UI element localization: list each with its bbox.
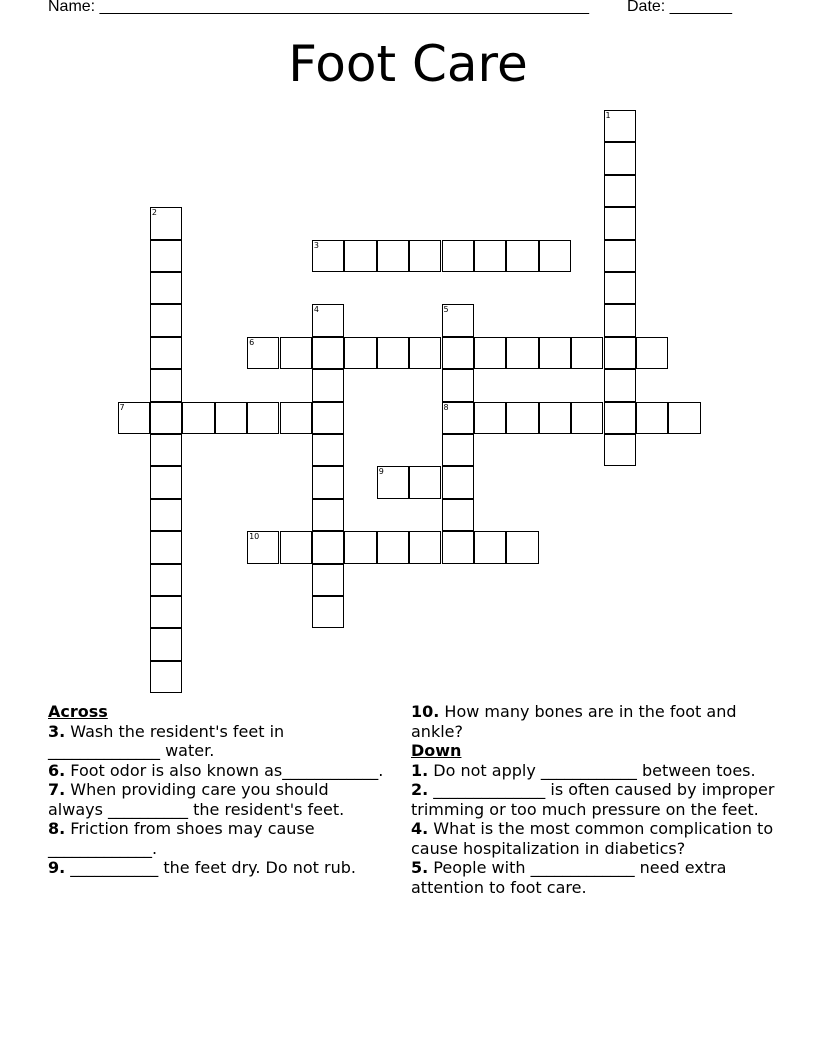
- grid-cell[interactable]: [312, 531, 344, 563]
- grid-cell[interactable]: [312, 304, 344, 336]
- down-clue: 2. ______________ is often caused by improper trimming or too much pressure on the feet.: [411, 780, 775, 819]
- name-field[interactable]: Name: _______________________________________________________: [48, 0, 589, 15]
- grid-cell[interactable]: [442, 434, 474, 466]
- grid-cell[interactable]: [150, 369, 182, 401]
- grid-cell[interactable]: [442, 240, 474, 272]
- grid-cell[interactable]: [442, 466, 474, 498]
- grid-cell[interactable]: [377, 531, 409, 563]
- grid-cell[interactable]: [280, 531, 312, 563]
- clue-number: 4: [313, 305, 319, 315]
- grid-cell[interactable]: [150, 240, 182, 272]
- grid-cell[interactable]: [506, 240, 538, 272]
- across-clue: 3. Wash the resident's feet in ______________ water.: [48, 721, 285, 760]
- grid-cell[interactable]: [506, 402, 538, 434]
- grid-cell[interactable]: [474, 531, 506, 563]
- grid-cell[interactable]: [150, 466, 182, 498]
- grid-cell[interactable]: [442, 337, 474, 369]
- grid-cell[interactable]: [442, 531, 474, 563]
- grid-cell[interactable]: [604, 142, 636, 174]
- grid-cell[interactable]: [442, 402, 474, 434]
- clues-column-right: [411, 702, 781, 897]
- grid-cell[interactable]: [280, 402, 312, 434]
- grid-cell[interactable]: [604, 175, 636, 207]
- clue-number: 7: [119, 402, 125, 412]
- grid-cell[interactable]: [668, 402, 700, 434]
- grid-cell[interactable]: [150, 272, 182, 304]
- grid-cell[interactable]: [344, 531, 376, 563]
- grid-cell[interactable]: [312, 369, 344, 401]
- grid-cell[interactable]: [344, 240, 376, 272]
- grid-cell[interactable]: [604, 369, 636, 401]
- grid-cell[interactable]: [604, 434, 636, 466]
- puzzle-title: Foot Care: [288, 35, 528, 93]
- grid-cell[interactable]: [312, 434, 344, 466]
- down-clue: 4. What is the most common complication to cause hospitalization in diabetics?: [411, 819, 774, 858]
- grid-cell[interactable]: [150, 304, 182, 336]
- grid-cell[interactable]: [312, 337, 344, 369]
- grid-cell[interactable]: [571, 402, 603, 434]
- grid-cell[interactable]: [312, 499, 344, 531]
- grid-cell[interactable]: [604, 207, 636, 239]
- clue-number: 10: [249, 532, 260, 542]
- grid-cell[interactable]: [474, 337, 506, 369]
- grid-cell[interactable]: [150, 207, 182, 239]
- grid-cell[interactable]: [442, 304, 474, 336]
- grid-cell[interactable]: [539, 240, 571, 272]
- grid-cell[interactable]: [344, 337, 376, 369]
- grid-cell[interactable]: [312, 466, 344, 498]
- across-clue: 9. ___________ the feet dry. Do not rub.: [48, 858, 356, 877]
- grid-cell[interactable]: [150, 402, 182, 434]
- grid-cell[interactable]: [150, 531, 182, 563]
- grid-cell[interactable]: [150, 434, 182, 466]
- grid-cell[interactable]: [442, 499, 474, 531]
- across-clue: 10. How many bones are in the foot and ankle?: [411, 702, 737, 741]
- grid-cell[interactable]: [150, 628, 182, 660]
- grid-cell[interactable]: [506, 531, 538, 563]
- grid-cell[interactable]: [409, 337, 441, 369]
- grid-cell[interactable]: [280, 337, 312, 369]
- grid-cell[interactable]: [312, 240, 344, 272]
- grid-cell[interactable]: [118, 402, 150, 434]
- grid-cell[interactable]: [409, 466, 441, 498]
- grid-cell[interactable]: [604, 304, 636, 336]
- clue-number: 3: [313, 240, 319, 250]
- grid-cell[interactable]: [312, 596, 344, 628]
- grid-cell[interactable]: [506, 337, 538, 369]
- grid-cell[interactable]: [377, 466, 409, 498]
- down-clue: 1. Do not apply ____________ between toes.: [411, 760, 756, 780]
- down-clue: 5. People with _____________ need extra attention to foot care.: [411, 858, 727, 897]
- grid-cell[interactable]: [539, 337, 571, 369]
- grid-cell[interactable]: [150, 499, 182, 531]
- date-field[interactable]: Date: _______: [627, 0, 732, 15]
- grid-cell[interactable]: [150, 661, 182, 693]
- grid-cell[interactable]: [474, 402, 506, 434]
- across-clue: 6. Foot odor is also known as____________.: [48, 760, 384, 780]
- clue-number: 9: [378, 467, 384, 477]
- grid-cell[interactable]: [377, 337, 409, 369]
- grid-cell[interactable]: [604, 110, 636, 142]
- grid-cell[interactable]: [312, 402, 344, 434]
- clue-number: 5: [443, 305, 449, 315]
- clue-number: 2: [151, 208, 157, 218]
- grid-cell[interactable]: [247, 531, 279, 563]
- across-clue: 7. When providing care you should always __________ the resident's feet.: [48, 780, 345, 819]
- grid-cell[interactable]: [150, 337, 182, 369]
- grid-cell[interactable]: [604, 272, 636, 304]
- grid-cell[interactable]: [409, 240, 441, 272]
- grid-cell[interactable]: [442, 369, 474, 401]
- grid-cell[interactable]: [247, 337, 279, 369]
- grid-cell[interactable]: [604, 402, 636, 434]
- grid-cell[interactable]: [182, 402, 214, 434]
- clue-number: 8: [443, 402, 449, 412]
- grid-cell[interactable]: [247, 402, 279, 434]
- grid-cell[interactable]: [377, 240, 409, 272]
- grid-cell[interactable]: [539, 402, 571, 434]
- grid-cell[interactable]: [150, 564, 182, 596]
- clue-number: 6: [249, 337, 255, 347]
- grid-cell[interactable]: [636, 402, 668, 434]
- grid-cell[interactable]: [604, 337, 636, 369]
- down-heading: Down: [411, 741, 462, 760]
- grid-cell[interactable]: [312, 564, 344, 596]
- grid-cell[interactable]: [636, 337, 668, 369]
- clues-column-left: [48, 702, 388, 878]
- grid-cell[interactable]: [215, 402, 247, 434]
- grid-cell[interactable]: [150, 596, 182, 628]
- grid-cell[interactable]: [474, 240, 506, 272]
- clue-number: 1: [605, 111, 611, 120]
- grid-cell[interactable]: [604, 240, 636, 272]
- across-heading: Across: [48, 702, 108, 721]
- grid-cell[interactable]: [571, 337, 603, 369]
- across-clue: 8. Friction from shoes may cause _____________.: [48, 819, 315, 858]
- grid-cell[interactable]: [409, 531, 441, 563]
